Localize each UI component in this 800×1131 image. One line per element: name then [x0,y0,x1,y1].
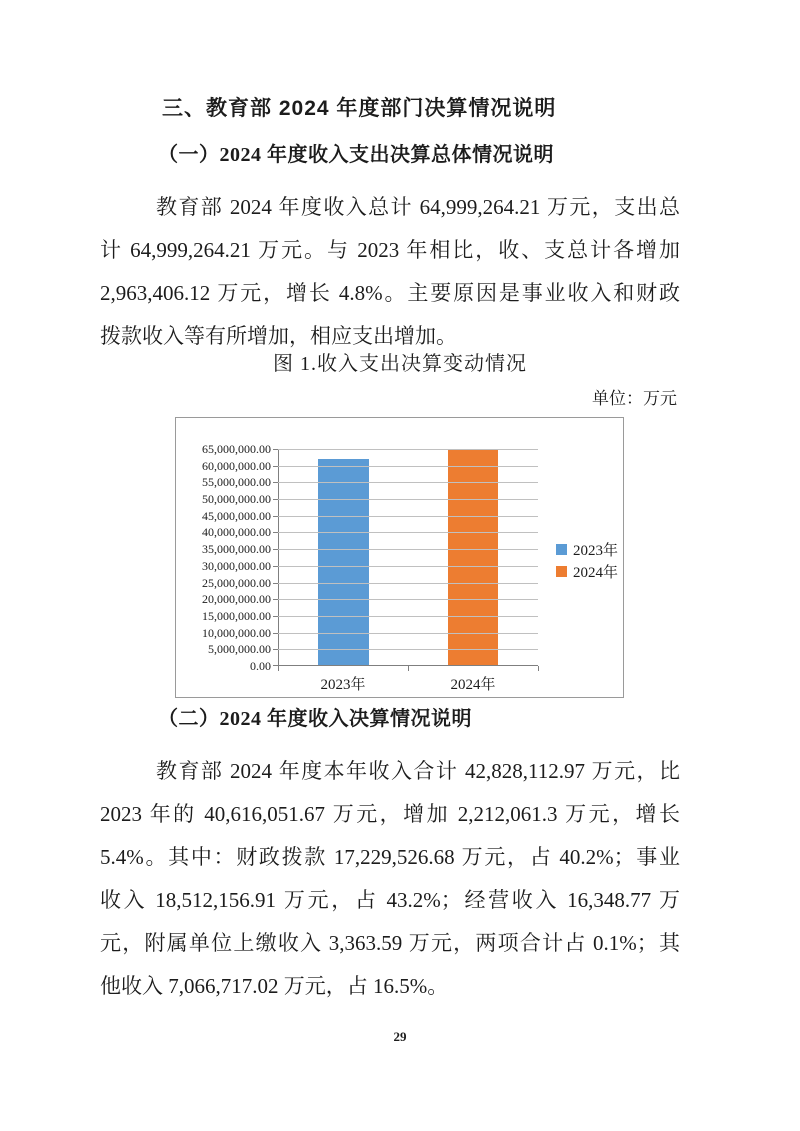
paragraph-line: 拨款收入等有所增加，相应支出增加。 [100,324,457,348]
gridline [278,449,538,450]
section-one-heading: （一）2024 年度收入支出决算总体情况说明 [158,144,554,166]
gridline [278,599,538,600]
y-axis-tick-label: 5,000,000.00 [208,642,271,657]
y-axis-tick [273,499,278,500]
y-axis-tick [273,649,278,650]
y-axis-tick [273,516,278,517]
y-axis-tick [273,665,278,666]
legend-label: 2023年 [573,542,619,559]
y-axis-tick-label: 65,000,000.00 [202,442,271,456]
y-axis-tick-label: 35,000,000.00 [202,542,271,557]
paragraph-line: 2023 年的 40,616,051.67 万元，增加 2,212,061.3 万元，增长 [100,802,680,826]
gridline [278,633,538,634]
gridline [278,482,538,483]
page-title: 三、教育部 2024 年度部门决算情况说明 [162,97,557,120]
paragraph-line: 他收入 7,066,717.02 万元，占 16.5%。 [100,974,449,998]
section-two-heading: （二）2024 年度收入决算情况说明 [158,708,472,730]
section-two-paragraph [100,750,680,1008]
y-axis-tick-label: 25,000,000.00 [202,575,271,590]
paragraph-line: 教育部 2024 年度收入总计 64,999,264.21 万元，支出总 [156,195,680,219]
x-axis-tick [278,666,279,671]
paragraph-line: 元，附属单位上缴收入 3,363.59 万元，两项合计占 0.1%；其 [100,931,680,955]
y-axis-tick-label: 10,000,000.00 [202,625,271,640]
y-axis-tick [273,449,278,450]
bar-chart [175,417,624,698]
paragraph-line: 收入 18,512,156.91 万元，占 43.2%；经营收入 16,348.77 万 [100,888,680,912]
gridline [278,516,538,517]
gridline [278,583,538,584]
x-axis-label-2024: 2024年 [450,677,496,693]
y-axis-labels [176,442,271,673]
gridline [278,616,538,617]
legend-swatch-2023 [556,544,567,555]
y-axis-tick [273,633,278,634]
y-axis-tick-label: 40,000,000.00 [202,525,271,540]
y-axis-tick-label: 45,000,000.00 [202,508,271,523]
section-one-paragraph [100,186,680,358]
legend-item-2024 [556,560,618,582]
y-axis-tick [273,482,278,483]
y-axis-tick-label: 20,000,000.00 [202,592,271,607]
y-axis-tick-label: 60,000,000.00 [202,458,271,473]
y-axis-tick [273,532,278,533]
gridline [278,665,538,666]
chart-legend [556,538,618,582]
bar-2023 [318,459,369,666]
paragraph-line: 计 64,999,264.21 万元。与 2023 年相比，收、支总计各增加 [100,238,680,262]
paragraph-line: 2,963,406.12 万元，增长 4.8%。主要原因是事业收入和财政 [100,281,680,305]
x-axis-tick [408,666,409,671]
x-axis-tick [538,666,539,671]
legend-item-2023 [556,538,618,560]
y-axis-tick [273,583,278,584]
gridline [278,499,538,500]
y-axis-tick-label: 50,000,000.00 [202,492,271,507]
gridline [278,549,538,550]
y-axis-tick [273,566,278,567]
y-axis-tick [273,616,278,617]
figure-title: 图 1.收入支出决算变动情况 [273,353,527,375]
gridline [278,566,538,567]
gridline [278,649,538,650]
x-axis-label-2023: 2023年 [320,677,366,693]
unit-label: 单位：万元 [592,389,677,408]
legend-label: 2024年 [573,564,619,581]
y-axis-tick [273,599,278,600]
page-number: 29 [393,1029,407,1044]
legend-swatch-2024 [556,566,567,577]
plot-area [278,449,538,666]
y-axis-tick [273,466,278,467]
y-axis-tick-label: 0.00 [250,659,271,673]
y-axis-tick [273,549,278,550]
y-axis-tick-label: 55,000,000.00 [202,475,271,490]
paragraph-line: 教育部 2024 年度本年收入合计 42,828,112.97 万元，比 [156,759,680,783]
y-axis-tick-label: 30,000,000.00 [202,558,271,573]
gridline [278,466,538,467]
y-axis-tick-label: 15,000,000.00 [202,608,271,623]
gridline [278,532,538,533]
paragraph-line: 5.4%。其中：财政拨款 17,229,526.68 万元，占 40.2%；事业 [100,845,680,869]
